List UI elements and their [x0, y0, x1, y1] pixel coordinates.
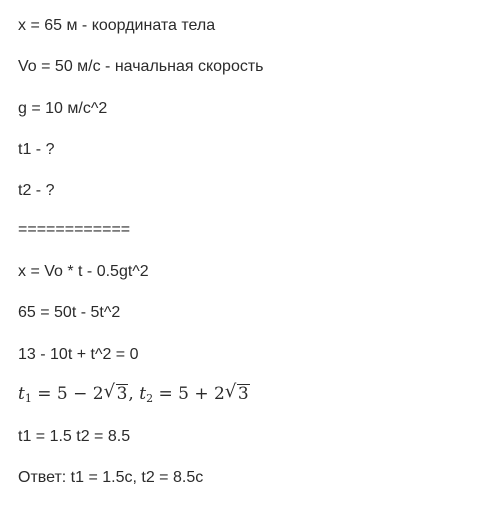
t1-subscript: 1 — [24, 392, 32, 405]
numeric-result: t1 = 1.5 t2 = 8.5 — [18, 428, 131, 445]
formula-separator: , — [128, 384, 140, 404]
t2-variable: t — [139, 384, 147, 404]
given-coordinate: x = 65 м - координата тела — [18, 17, 216, 34]
given-gravity: g = 10 м/с^2 — [18, 100, 108, 117]
t2-subscript: 2 — [146, 392, 154, 405]
sqrt-symbol-2 — [225, 382, 250, 406]
quadratic-equation: 13 - 10t + t^2 = 0 — [18, 346, 139, 363]
roots-formula — [18, 382, 250, 411]
unknown-t1: t1 - ? — [18, 141, 55, 158]
sqrt-symbol-1 — [104, 382, 129, 406]
radicand-2: 3 — [237, 384, 249, 404]
t1-variable: t — [18, 384, 25, 404]
substituted-equation: 65 = 50t - 5t^2 — [18, 304, 121, 321]
radicand-1: 3 — [116, 384, 128, 404]
separator: ============ — [18, 221, 131, 238]
t1-expression: = 5 − 2 — [31, 384, 104, 404]
unknown-t2: t2 - ? — [18, 182, 55, 199]
given-initial-velocity: Vo = 50 м/с - начальная скорость — [18, 58, 264, 75]
motion-equation: x = Vo * t - 0.5gt^2 — [18, 263, 149, 280]
answer-line: Ответ: t1 = 1.5c, t2 = 8.5c — [18, 469, 204, 486]
t2-expression: = 5 + 2 — [153, 384, 225, 404]
